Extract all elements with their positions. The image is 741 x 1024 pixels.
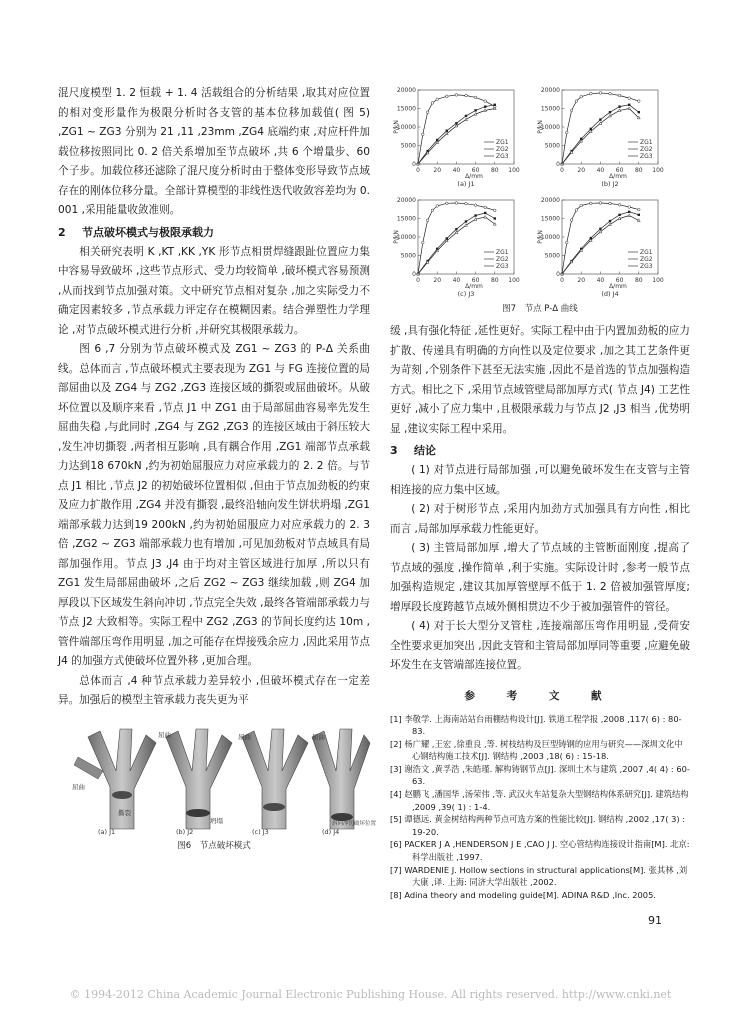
data-point-zg3: [618, 217, 621, 220]
reference-item: [4] 赵鹏飞 ,潘国华 ,汤荣伟 ,等. 武汉火车站复杂大型钢结构体系研究[J]. 建筑结构 ,2009 ,39( 1) : 1-4.: [390, 789, 689, 812]
data-point-zg1: [590, 202, 593, 205]
section-3-title: 结论: [414, 444, 436, 457]
x-tick-label: 100: [652, 167, 664, 174]
left-column: [58, 84, 377, 851]
reference-item: [6] PACKER J A ,HENDERSON J E ,CAO J J. 空心管结构连接设计指南[M]. 北京: 科学出版社 ,1997.: [390, 839, 690, 863]
figure-7-caption: 图7 节点 P-Δ 曲线: [502, 304, 578, 314]
y-tick-label: 10000: [540, 124, 560, 131]
legend-label-zg1: ZG1: [496, 139, 509, 146]
data-point-zg1: [575, 100, 578, 103]
reference-item: [7] WARDENIE J. Hollow sections in structural applications[M]. 张其林 ,刘大康 ,译. 上海: 同济大学出版社 ,2002.: [390, 864, 688, 888]
data-point-zg3: [628, 214, 631, 217]
y-axis-label: P/kN: [393, 120, 400, 134]
label-punching: 斜向冲切破坏位置: [332, 820, 377, 827]
chart-j4: [536, 194, 664, 298]
data-point-zg3: [465, 118, 468, 121]
series-line-zg1: [418, 95, 495, 164]
data-point-zg2: [599, 228, 601, 230]
data-point-zg1: [566, 241, 569, 244]
y-tick-label: 10000: [540, 234, 560, 241]
legend-label-zg2: ZG2: [496, 146, 509, 153]
data-point-zg1: [638, 208, 641, 211]
data-point-zg3: [455, 124, 458, 127]
data-point-zg3: [484, 216, 487, 219]
data-point-zg1: [436, 98, 439, 101]
data-point-zg2: [609, 220, 611, 222]
copyright-footer: © 1994-2012 China Academic Journal Electronic Publishing House. All rights reserved. http://www.cnki.net: [69, 988, 672, 1001]
data-point-zg1: [580, 204, 583, 207]
y-axis-label: P/kN: [537, 230, 544, 244]
data-point-zg2: [474, 214, 476, 216]
data-point-zg2: [465, 220, 467, 222]
y-tick-label: 20000: [396, 87, 416, 94]
data-point-zg3: [609, 114, 612, 117]
data-point-zg2: [484, 212, 486, 214]
chart-j1-svg: [392, 84, 520, 188]
y-tick-label: 0: [412, 161, 416, 168]
data-point-zg3: [637, 219, 640, 222]
data-point-zg1: [628, 206, 631, 209]
x-tick-label: 0: [560, 167, 564, 174]
y-tick-label: 5000: [544, 252, 560, 260]
data-point-zg2: [638, 214, 640, 216]
data-point-zg1: [580, 95, 583, 98]
x-axis-label: Δ/mm: [465, 283, 483, 290]
data-point-zg1: [484, 206, 487, 209]
chart-subtitle: (c) J3: [457, 290, 475, 298]
x-tick-label: 60: [615, 167, 624, 174]
y-tick-label: 10000: [396, 124, 416, 131]
data-point-zg2: [494, 217, 496, 219]
y-tick-label: 0: [556, 161, 560, 168]
paragraph-summary: 总体而言 ,4 种节点承载力差异较小 ,但破坏模式存在一定差异。加强后的模型主管承载力丧失更为平: [58, 674, 370, 706]
chart-j4-svg: [536, 194, 664, 298]
data-point-zg2: [628, 104, 630, 106]
figure-6-caption: 图6 节点破坏模式: [177, 840, 251, 851]
subcaption-j4: (d) J4: [322, 827, 340, 836]
data-point-zg2: [465, 115, 467, 117]
x-tick-label: 100: [508, 167, 520, 174]
legend-label-zg1: ZG1: [496, 249, 509, 256]
series-line-zg2: [562, 105, 639, 164]
data-point-zg1: [422, 133, 425, 136]
legend-label-zg2: ZG2: [496, 256, 509, 263]
data-point-zg2: [628, 211, 630, 213]
references-list: [390, 713, 690, 902]
data-point-zg2: [494, 104, 496, 106]
paragraph-research: 相关研究表明 K ,KT ,KK ,YK 形节点相贯焊缝跟趾位置应力集中容易导致破坏 ,这些节点形式、受力均较简单 ,破坏模式容易预测 ,从而找到节点加强对策。文中研究节点相对复杂 ,加之实际受力不确定因素较多 ,节点承载力评定存在模糊因素。结合弹塑性力学理论 ,对节点破坏模式进行分析 ,并研究其极限承载力。: [58, 245, 370, 336]
series-line-zg2: [418, 213, 495, 274]
data-point-zg2: [484, 105, 486, 107]
pd-curve-grid: [392, 84, 690, 298]
node-j4-model: [312, 729, 370, 829]
data-point-zg3: [474, 218, 477, 221]
x-tick-label: 20: [433, 167, 442, 174]
subcaption-j2: (b) J2: [176, 827, 194, 836]
data-point-zg1: [455, 94, 458, 97]
x-tick-label: 60: [471, 277, 480, 284]
section-2-title: 节点破坏模式与极限承载力: [82, 225, 214, 239]
legend-label-zg1: ZG1: [640, 249, 653, 256]
x-axis-label: Δ/mm: [609, 173, 627, 180]
x-axis-label: Δ/mm: [465, 173, 483, 180]
data-point-zg2: [618, 214, 620, 216]
legend-label-zg1: ZG1: [640, 139, 653, 146]
y-tick-label: 5000: [544, 142, 560, 150]
paragraph-failure-analysis: 图 6 ,7 分别为节点破坏模式及 ZG1 ~ ZG3 的 P-Δ 关系曲线。总体而言 ,节点破坏模式主要表现为 ZG1 与 FG 连接位置的局部屈曲以及 ZG4 与 ZG2 ,ZG3 连接区域的撕裂或屈曲破坏。从破坏位置以及顺序来看 ,节点 J1 中 ZG1 由于局部屈曲容易率先发生屈曲失稳 ,与此同时 ,ZG4 与 ZG2 ,ZG3 的连接区域由于斜压较大 ,发生冲切撕裂 ,两者相互影响 ,具有耦合作用 ,ZG1 端部节点承载力达到18 670kN ,约为初始屈服应力对应承载力的 2. 2 倍。与节点 J1 相比 ,节点 J2 的初始破坏位置相似 ,但由于节点加劲板的约束及应力扩散作用 ,ZG4 并没有撕裂 ,最终沿轴向发生饼状坍塌 ,ZG1 端部承载力达到19 200kN ,约为初始屈服应力对应承载力的 2. 3 倍 ,ZG2 ~ ZG3 端部承载力也有增加 ,可见加劲板对节点域具有局部加强作用。节点 J3 ,J4 由于均对主管区域进行加厚 ,所以只有 ZG1 发生局部屈曲破坏 ,之后 ZG2 ~ ZG3 继续加载 ,则 ZG4 加厚段以下区域发生斜向冲切 ,节点完全失效 ,最终各管端部承载力与节点 J2 大致相等。实际工程中 ZG2 ,ZG3 的节间长度约达 10m ,管件端部压弯作用明显 ,加之可能存在焊接残余应力 ,因此采用节点 J4 的加强方式使破坏位置外移 ,更加合理。: [58, 343, 370, 667]
data-point-zg3: [618, 109, 621, 112]
series-line-zg2: [418, 105, 495, 164]
data-point-zg1: [609, 92, 612, 95]
chart-j2-svg: [536, 84, 664, 188]
legend-label-zg3: ZG3: [496, 153, 509, 160]
conclusion-3: ( 3) 主管局部加厚 ,增大了节点域的主管断面刚度 ,提高了节点域的强度 ,操作简单 ,利于实施。实际设计时 ,参考一般节点加强构造规定 ,建议其加厚管壁厚不低于 1. 2 倍被加强管厚度; 增厚段长度跨越节点域外侧相贯边不少于被加强管件的管径。: [390, 542, 690, 613]
x-tick-label: 20: [577, 167, 586, 174]
x-tick-label: 60: [615, 277, 624, 284]
reference-item: [3] 谢浩文 ,黄孚浩 ,朱皓瑾. 解构铸钢节点[J]. 深圳土木与建筑 ,2007 ,4( 4) : 60-63.: [390, 763, 690, 787]
x-tick-label: 20: [577, 277, 586, 284]
x-tick-label: 0: [416, 277, 420, 284]
x-tick-label: 100: [652, 277, 664, 284]
series-line-zg2: [562, 212, 639, 274]
data-point-zg1: [436, 205, 439, 208]
x-tick-label: 40: [596, 277, 605, 284]
right-column: [390, 84, 690, 901]
label-buckling-j1-top: 屈曲: [158, 730, 171, 739]
y-tick-label: 20000: [396, 197, 416, 204]
x-tick-label: 80: [490, 277, 499, 284]
data-point-zg1: [638, 100, 641, 103]
failure-mode-illustration: [58, 717, 377, 836]
y-tick-label: 15000: [396, 215, 416, 223]
y-tick-label: 5000: [400, 142, 416, 150]
page-number: 91: [648, 914, 662, 927]
data-point-zg2: [446, 130, 448, 132]
series-line-zg3: [418, 217, 495, 274]
y-tick-label: 0: [556, 271, 560, 278]
x-tick-label: 40: [452, 277, 461, 284]
chart-subtitle: (b) J2: [601, 180, 619, 188]
section-3-heading: [390, 441, 690, 461]
y-axis-label: P/kN: [393, 230, 400, 244]
legend-label-zg3: ZG3: [496, 263, 509, 270]
data-point-zg3: [474, 113, 477, 116]
x-tick-label: 80: [634, 277, 643, 284]
reference-item: [2] 杨广耀 ,王宏 ,徐重良 ,等. 树枝结构及巨型铸钢的应用与研究——深圳文化中心钢结构施工技术[J]. 钢结构 ,2003 ,18( 6) : 15-18.: [390, 738, 683, 762]
data-point-zg1: [446, 202, 449, 205]
section-2-heading: [58, 223, 370, 243]
conclusion-1: ( 1) 对节点进行局部加强 ,可以避免破坏发生在支管与主管相连接的应力集中区域。: [390, 464, 690, 496]
data-point-zg1: [570, 219, 573, 222]
label-collapse: 坍塌: [210, 816, 223, 825]
x-tick-label: 20: [433, 277, 442, 284]
x-tick-label: 100: [508, 277, 520, 284]
data-point-zg1: [455, 202, 458, 205]
data-point-zg1: [628, 97, 631, 100]
data-point-zg1: [494, 209, 497, 212]
conclusion-2: ( 2) 对于树形节点 ,采用内加劲方式加强具有方向性 ,相比而言 ,局部加厚承载力性能更好。: [390, 503, 690, 535]
subcaption-j1: (a) J1: [98, 827, 116, 836]
label-buckling-j1: 屈曲: [72, 782, 85, 791]
data-point-zg1: [431, 102, 434, 105]
figure-6: [58, 717, 377, 851]
data-point-zg2: [638, 111, 640, 113]
x-tick-label: 80: [490, 167, 499, 174]
y-tick-label: 10000: [396, 234, 416, 241]
series-line-zg3: [418, 109, 495, 165]
y-tick-label: 15000: [540, 215, 560, 223]
legend-label-zg3: ZG3: [640, 153, 653, 160]
data-point-zg2: [599, 118, 601, 120]
chart-j1: [392, 84, 520, 188]
data-point-zg2: [455, 228, 457, 230]
x-tick-label: 40: [452, 167, 461, 174]
y-tick-label: 0: [412, 271, 416, 278]
x-axis-label: Δ/mm: [609, 283, 627, 290]
data-point-zg1: [446, 95, 449, 98]
series-line-zg1: [562, 93, 639, 164]
legend-label-zg2: ZG2: [640, 256, 653, 263]
series-line-zg3: [562, 109, 639, 165]
legend-label-zg3: ZG3: [640, 263, 653, 270]
node-j3-model: [242, 729, 308, 829]
data-point-zg3: [465, 224, 468, 227]
y-tick-label: 20000: [540, 197, 560, 204]
y-tick-label: 15000: [540, 105, 560, 113]
data-point-zg1: [474, 96, 477, 99]
references-title: 参 考 文 献: [464, 689, 616, 702]
subcaption-j3: (c) J3: [252, 827, 269, 836]
series-line-zg1: [562, 203, 639, 274]
label-tearing: 撕裂: [118, 808, 131, 817]
reference-item: [5] 谭德远. 黄金树结构两种节点可选方案的性能比较[J]. 钢结构 ,2002 ,17( 3) : 19-20.: [390, 814, 686, 837]
chart-j3: [392, 194, 520, 298]
chart-j2: [536, 84, 664, 188]
data-point-zg1: [599, 92, 602, 95]
x-tick-label: 80: [634, 167, 643, 174]
x-tick-label: 40: [596, 167, 605, 174]
x-tick-label: 0: [560, 277, 564, 284]
y-tick-label: 20000: [540, 87, 560, 94]
series-line-zg3: [562, 216, 639, 275]
data-point-zg3: [484, 109, 487, 112]
x-tick-label: 0: [416, 167, 420, 174]
data-point-zg3: [609, 223, 612, 226]
data-point-zg1: [570, 109, 573, 112]
chart-subtitle: (a) J1: [457, 180, 475, 188]
conclusion-4: ( 4) 对于长大型分叉管柱 ,连接端部压弯作用明显 ,受荷安全性要求更加突出 ,因此支管和主管局部加厚同等重要 ,应避免破坏发生在支管端部连接位置。: [390, 620, 690, 671]
chart-j3-svg: [392, 194, 520, 298]
paragraph-intro: 混尺度模型 1. 2 恒载 + 1. 4 活载组合的分析结果 ,取其对应位置的相对变形量作为极限分析时各支管的基本位移加载值( 图 5) ,ZG1 ~ ZG3 分别为 21 ,11 ,23mm ,ZG4 底端约束 ,对应杆件加载位移按照同比 0. 2 倍关系增加至节点破坏 ,共 6 个增量步、60 个子步。加载位移还滤除了混尺度分析时由于整体变形导致节点域存在的刚体位移分量。全部计算模型的非线性迭代收敛容差均为 0. 001 ,采用能量收敛准则。: [58, 87, 370, 216]
y-tick-label: 5000: [400, 252, 416, 260]
data-point-zg1: [618, 94, 621, 97]
data-point-zg1: [431, 209, 434, 212]
paragraph-continuation: 缓 ,具有强化特征 ,延性更好。实际工程中由于内置加劲板的应力扩散、传递具有明确的方向性以及定位要求 ,加之其工艺条件更为苛刻 ,个别条件下甚至无法实施 ,因此不是首选的节点加强构造方式。相比之下 ,采用节点域管壁局部加厚方式( 节点 J4) 工艺性更好 ,减小了应力集中 ,且极限承载力与节点 J2 ,J3 相当 ,优势明显 ,建议实际工程中采用。: [390, 325, 690, 435]
data-point-zg1: [566, 131, 569, 134]
data-point-zg1: [599, 202, 602, 205]
y-axis-label: P/kN: [537, 120, 544, 134]
data-point-zg1: [618, 204, 621, 207]
data-point-zg2: [618, 105, 620, 107]
section-3-number: 3: [390, 444, 398, 457]
label-buckling-j3: 屈曲: [238, 732, 251, 741]
chart-subtitle: (d) J4: [601, 290, 619, 298]
data-point-zg1: [575, 209, 578, 212]
data-point-zg1: [484, 100, 487, 103]
data-point-zg2: [474, 109, 476, 111]
data-point-zg3: [628, 107, 631, 110]
node-j1-model: [74, 729, 156, 829]
data-point-zg1: [590, 92, 593, 95]
x-tick-label: 60: [471, 167, 480, 174]
label-buckling-j4: 屈曲: [312, 732, 325, 741]
data-point-zg1: [465, 202, 468, 205]
data-point-zg2: [609, 111, 611, 113]
data-point-zg1: [465, 94, 468, 97]
node-j2-model: [166, 729, 232, 829]
data-point-zg1: [426, 219, 429, 222]
legend-label-zg2: ZG2: [640, 146, 653, 153]
reference-item: [8] Adina theory and modeling guide[M]. ADINA R&D ,Inc. 2005.: [390, 889, 657, 900]
data-point-zg1: [426, 111, 429, 114]
data-point-zg1: [474, 204, 477, 207]
data-point-zg1: [422, 241, 425, 244]
reference-item: [1] 李敬学. 上海南站站台雨棚结构设计[J]. 铁道工程学报 ,2008 ,117( 6) : 80-83.: [390, 713, 682, 737]
section-2-number: 2: [58, 225, 66, 239]
y-tick-label: 15000: [396, 105, 416, 113]
data-point-zg1: [609, 202, 612, 205]
figure-7: [390, 84, 690, 314]
